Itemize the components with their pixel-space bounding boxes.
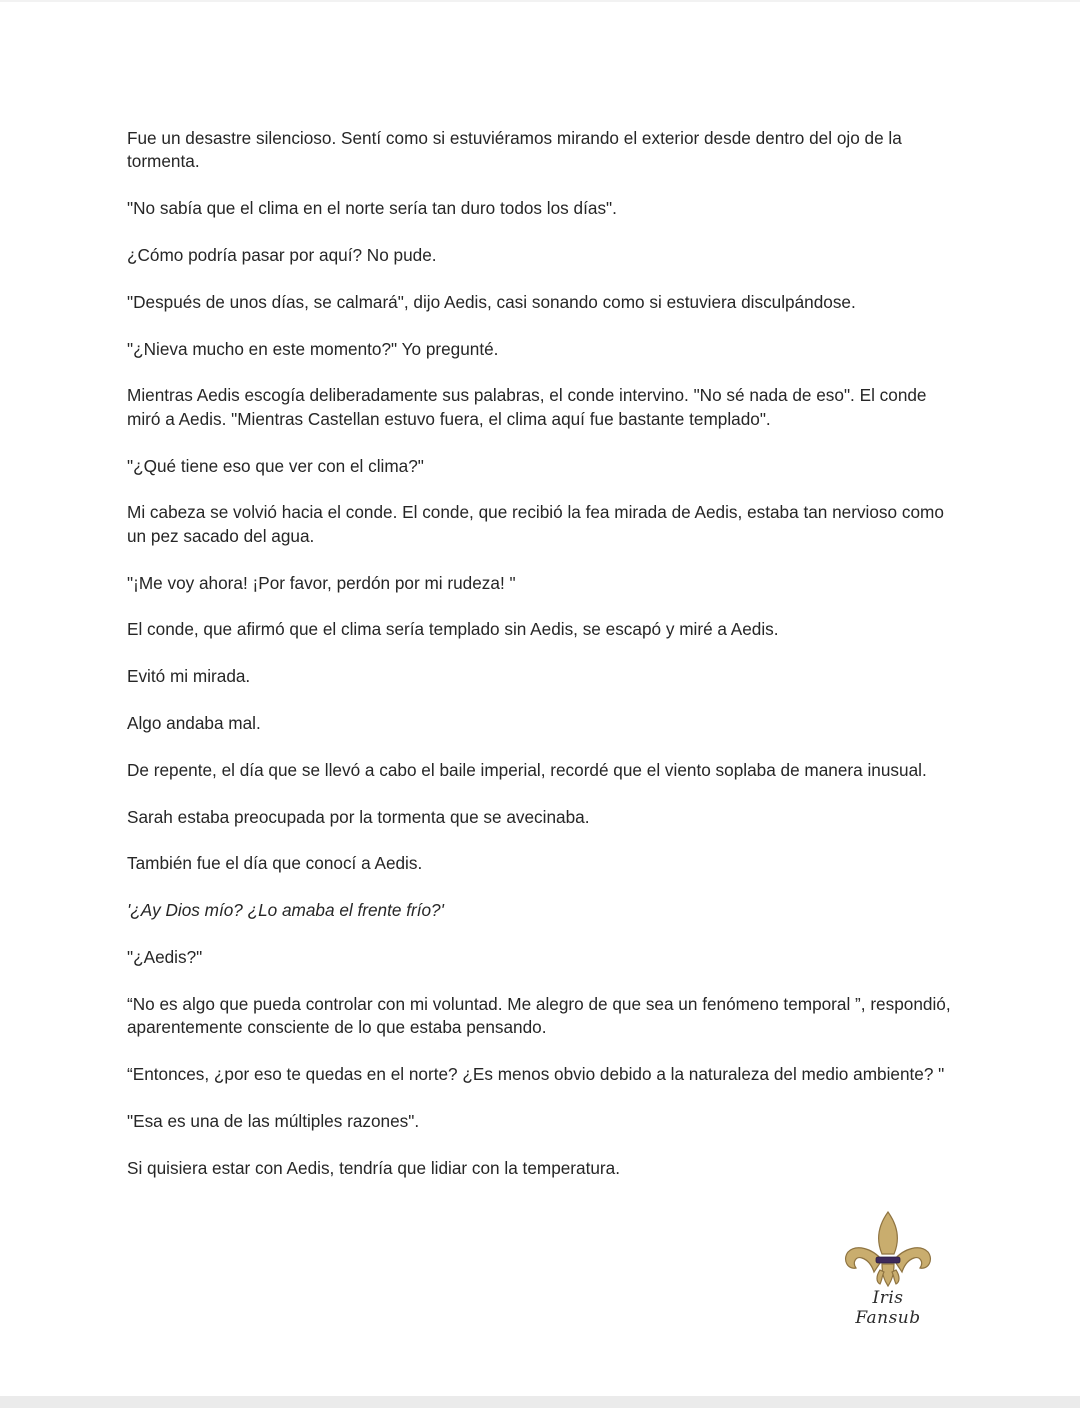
paragraph: Si quisiera estar con Aedis, tendría que lidiar con la temperatura. (127, 1157, 620, 1178)
paragraph: ¿Cómo podría pasar por aquí? No pude. (127, 245, 437, 265)
paragraph: “Entonces, ¿por eso te quedas en el norte? ¿Es menos obvio debido a la naturaleza del medio ambiente? " (127, 1063, 945, 1084)
paragraph: "No sabía que el clima en el norte sería tan duro todos los días". (127, 198, 617, 219)
paragraph: De repente, el día que se llevó a cabo el baile imperial, recordé que el viento soplaba de manera inusual. (127, 759, 927, 780)
paragraph-italic-thought: '¿Ay Dios mío? ¿Lo amaba el frente frío?' (127, 900, 444, 921)
paragraph: Evitó mi mirada. (127, 666, 251, 687)
paragraph: Fue un desastre silencioso. Sentí como si estuviéramos mirando el exterior desde dentro del ojo de la tormenta. (127, 128, 902, 172)
paragraph: "Esa es una de las múltiples razones". (127, 1110, 420, 1131)
paragraph: Sarah estaba preocupada por la tormenta que se avecinaba. (127, 806, 590, 827)
paragraph: El conde, que afirmó que el clima sería templado sin Aedis, se escapó y miré a Aedis. (127, 619, 779, 640)
fleur-de-lis-icon (838, 1208, 938, 1288)
paragraph: "¿Aedis?" (127, 946, 203, 967)
paragraph: "¿Nieva mucho en este momento?" Yo pregunté. (127, 338, 499, 359)
paragraph: "¿Qué tiene eso que ver con el clima?" (127, 455, 424, 476)
document-body (127, 127, 957, 1203)
paragraph: “No es algo que pueda controlar con mi voluntad. Me alegro de que sea un fenómeno temporal ”, respondió, aparentemente consciente de lo que estaba pensando. (127, 993, 951, 1038)
paragraph: Algo andaba mal. (127, 712, 261, 733)
paragraph: Mi cabeza se volvió hacia el conde. El conde, que recibió la fea mirada de Aedis, estaba tan nervioso como un pez sacado del agua. (127, 502, 944, 546)
paragraph: También fue el día que conocí a Aedis. (127, 853, 423, 874)
document-page (0, 2, 1080, 1396)
paragraph: Mientras Aedis escogía deliberadamente sus palabras, el conde intervino. "No sé nada de eso". El conde miró a Aedis. "Mientras Castellan estuvo fuera, el clima aquí fue bastante templado". (127, 385, 927, 429)
page-bottom-edge (0, 1396, 1080, 1408)
paragraph: "Después de unos días, se calmará", dijo Aedis, casi sonando como si estuviera disculpándose. (127, 291, 856, 312)
paragraph: "¡Me voy ahora! ¡Por favor, perdón por mi rudeza! " (127, 572, 516, 593)
watermark-logo (838, 1208, 948, 1328)
watermark-text: Iris Fansub (855, 1288, 921, 1328)
